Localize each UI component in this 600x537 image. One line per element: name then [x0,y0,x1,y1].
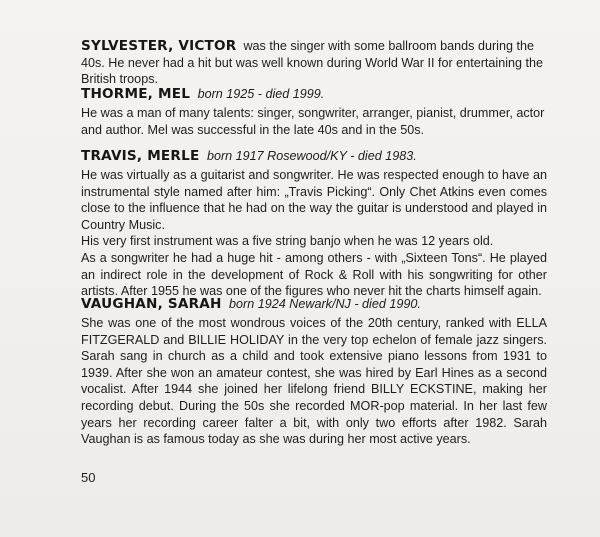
entry-heading [81,86,547,103]
entry-paragraph: He was virtually as a guitarist and songwriter. He was respected enough to have an instrumental style named after him: „Travis Picking“. Only Chet Atkins even comes close to the influence that he had on the way the guitar is understood and played in Country Music. [81,168,547,232]
entry-name: SYLVESTER, VICTOR [81,38,237,54]
entry-paragraph: She was one of the most wondrous voices of the 20th century, ranked with ELLA FITZGERALD and BILLIE HOLIDAY in the very top echelon of female jazz singers. Sarah sang in church as a child and took extensive piano lessons from 1931 to 1939. After she won an amateur contest, she was hired by Earl Hines as a second vocalist. After 1944 she joined her lifelong friend BILLY ECKSTINE, making her recording debut. During the 50s she recorded MOR-pop material. In her last few years her recording career falter a bit, with only two efforts after 1982. Sarah Vaughan is as famous today as she was during her most active years. [81,316,547,447]
entry-vaughan-sarah [81,296,547,448]
entry-paragraph: He was a man of many talents: singer, songwriter, arranger, pianist, drummer, actor and author. Mel was successful in the late 40s and in the 50s. [81,106,545,137]
entry-dates: born 1924 Newark/NJ - died 1990. [229,297,421,311]
entry-travis-merle [81,148,547,300]
entry-thorme-mel [81,86,547,138]
entry-heading [81,296,547,313]
entry-dates: born 1925 - died 1999. [197,87,325,101]
entry-dates: born 1917 Rosewood/KY - died 1983. [206,149,417,163]
entry-name: VAUGHAN, SARAH [81,296,222,312]
entry-heading [81,148,547,165]
entry-name: THORME, MEL [81,86,191,102]
page-number: 50 [81,470,96,485]
entry-paragraph: His very first instrument was a five string banjo when he was 12 years old. [81,234,494,249]
entry-paragraph: As a songwriter he had a huge hit - among others - with „Sixteen Tons“. He played an indirect role in the development of Rock & Roll with his songwriting for other artists. After 1955 he was one of the figures who never hit the charts himself again. [81,250,547,299]
entry-name: TRAVIS, MERLE [81,148,200,164]
entry-text [81,38,547,88]
entry-sylvester-victor [81,38,547,88]
entry-paragraph: was the singer with some ballroom bands during the 40s. He never had a hit but was well known during World War II for entertaining the British troops. [81,39,544,87]
